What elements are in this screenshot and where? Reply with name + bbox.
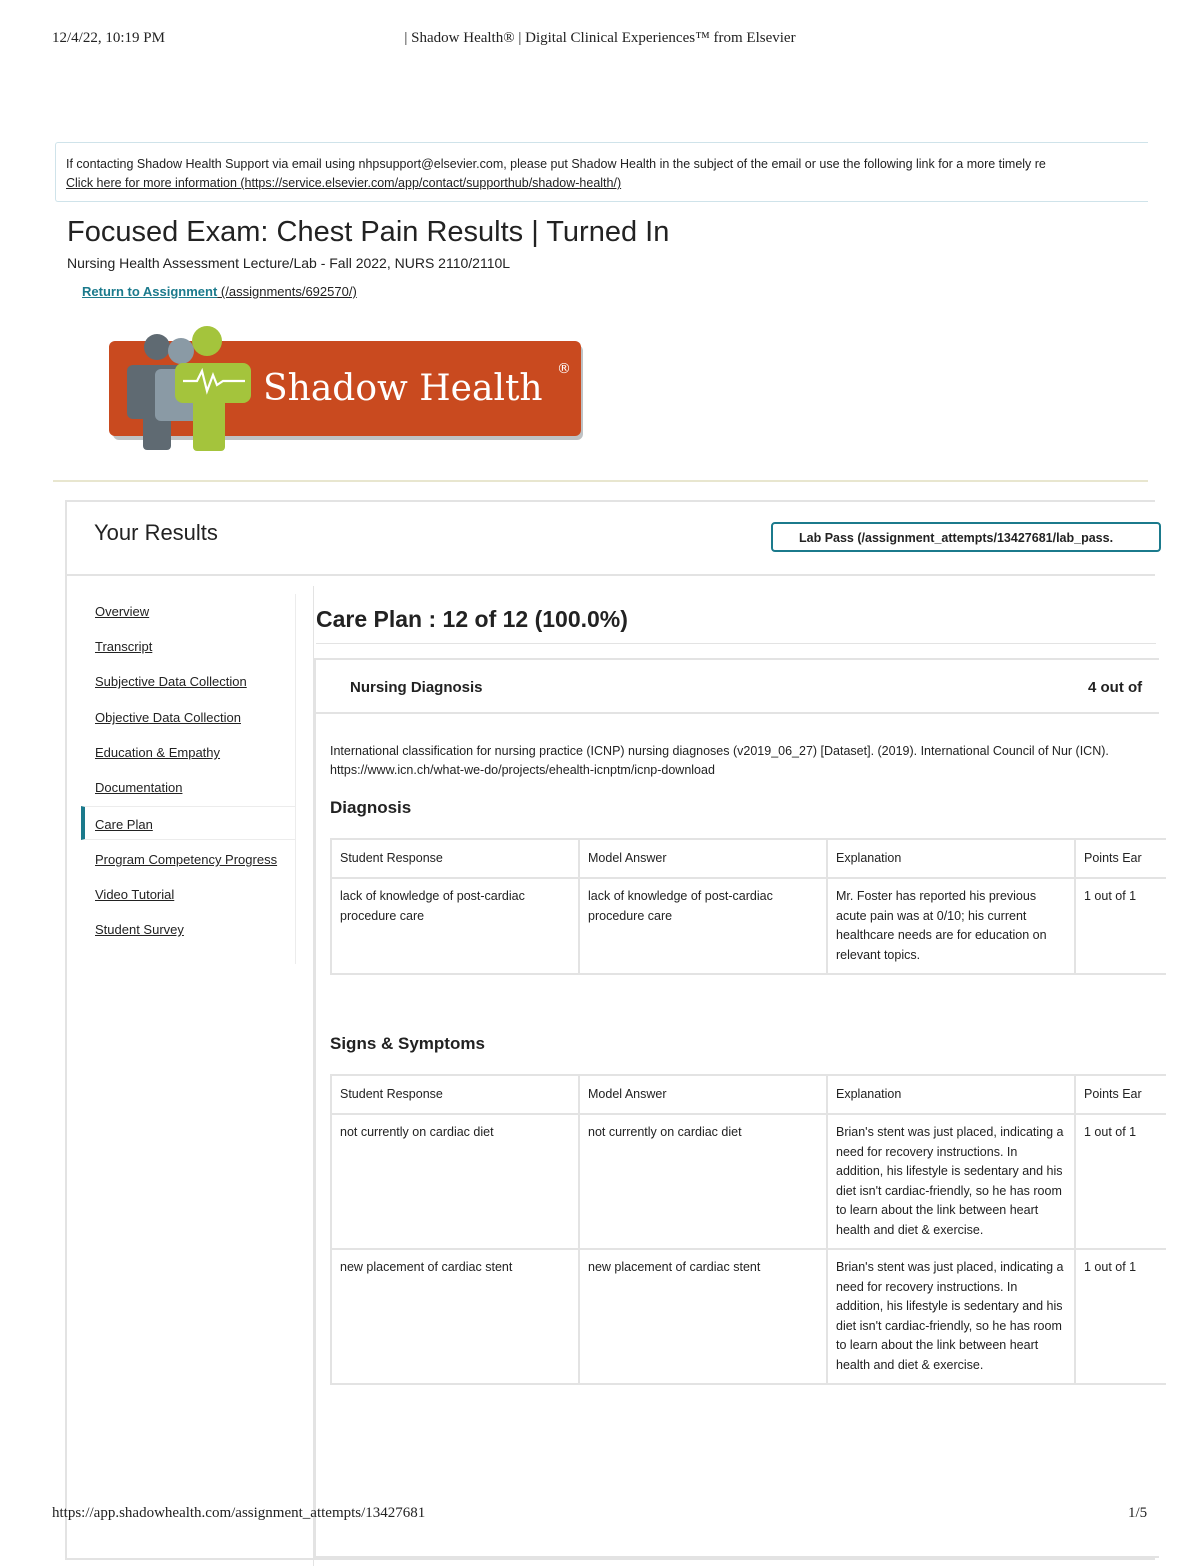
points-cell: 1 out of 1	[1075, 1249, 1166, 1384]
table-row	[331, 1114, 1166, 1249]
col-student-response: Student Response	[331, 1075, 579, 1114]
logo-registered-mark: ®	[557, 361, 571, 377]
col-student-response: Student Response	[331, 839, 579, 878]
care-plan-title: Care Plan : 12 of 12 (100.0%)	[316, 606, 628, 632]
diagnosis-table	[330, 838, 1166, 975]
col-points-earned: Points Ear	[1075, 839, 1166, 878]
side-nav	[67, 594, 296, 964]
lab-pass-button[interactable]: Lab Pass (/assignment_attempts/13427681/lab_pass.	[771, 522, 1161, 552]
return-link-label[interactable]: Return to Assignment	[82, 284, 218, 299]
results-panel	[65, 500, 1155, 1560]
return-link-path: (/assignments/692570/)	[217, 284, 357, 299]
print-url: https://app.shadowhealth.com/assignment_attempts/13427681	[52, 1505, 426, 1521]
section-rule	[316, 643, 1156, 644]
col-points-earned: Points Ear	[1075, 1075, 1166, 1114]
student-response-cell: not currently on cardiac diet	[331, 1114, 579, 1249]
signs-symptoms-table	[330, 1074, 1166, 1385]
nav-overview[interactable]: Overview	[95, 604, 150, 619]
explanation-cell: Mr. Foster has reported his previous acute pain was at 0/10; his current healthcare needs are for education on relevant topics.	[827, 878, 1075, 974]
explanation-cell: Brian's stent was just placed, indicating a need for recovery instructions. In addition, his lifestyle is sedentary and his diet isn't cardiac-friendly, so he has room to learn about the link between heart health and diet & exercise.	[827, 1114, 1075, 1249]
col-explanation: Explanation	[827, 839, 1075, 878]
nav-care-plan[interactable]: Care Plan	[81, 806, 295, 840]
support-banner	[55, 142, 1148, 202]
print-page-number: 1/5	[1128, 1505, 1148, 1521]
points-cell: 1 out of 1	[1075, 1114, 1166, 1249]
col-model-answer: Model Answer	[579, 1075, 827, 1114]
signs-symptoms-heading: Signs & Symptoms	[330, 1034, 485, 1053]
model-answer-cell: not currently on cardiac diet	[579, 1114, 827, 1249]
nav-transcript[interactable]: Transcript	[95, 639, 153, 654]
student-response-cell: new placement of cardiac stent	[331, 1249, 579, 1384]
col-explanation: Explanation	[827, 1075, 1075, 1114]
nursing-diagnosis-header	[316, 660, 1159, 714]
student-response-cell: lack of knowledge of post-cardiac procedure care	[331, 878, 579, 974]
explanation-cell: Brian's stent was just placed, indicating a need for recovery instructions. In addition, his lifestyle is sedentary and his diet isn't cardiac-friendly, so he has room to learn about the link between heart health and diet & exercise.	[827, 1249, 1075, 1384]
nursing-diagnosis-card	[314, 658, 1159, 1558]
shadow-health-logo	[105, 325, 585, 455]
nav-student-survey[interactable]: Student Survey	[95, 922, 184, 937]
nursing-diagnosis-title: Nursing Diagnosis	[350, 679, 483, 696]
nav-documentation[interactable]: Documentation	[95, 780, 183, 795]
header-divider	[53, 480, 1148, 482]
table-header-row	[331, 839, 1166, 878]
return-to-assignment-link[interactable]	[82, 284, 357, 299]
diagnosis-heading: Diagnosis	[330, 798, 412, 817]
model-answer-cell: new placement of cardiac stent	[579, 1249, 827, 1384]
support-info-link[interactable]: Click here for more information (https://service.elsevier.com/app/contact/supporthub/shadow-health/)	[66, 176, 622, 190]
print-date: 12/4/22, 10:19 PM	[52, 30, 165, 46]
nav-video-tutorial[interactable]: Video Tutorial	[95, 887, 175, 902]
results-title: Your Results	[94, 520, 218, 545]
table-row	[331, 1249, 1166, 1384]
nursing-diagnosis-score: 4 out of	[1088, 679, 1143, 696]
page-title: Focused Exam: Chest Pain Results | Turned In	[67, 216, 670, 248]
table-row	[331, 878, 1166, 974]
points-cell: 1 out of 1	[1075, 878, 1166, 974]
course-name: Nursing Health Assessment Lecture/Lab - Fall 2022, NURS 2110/2110L	[67, 255, 511, 271]
model-answer-cell: lack of knowledge of post-cardiac procedure care	[579, 878, 827, 974]
print-title: | Shadow Health® | Digital Clinical Experiences™ from Elsevier	[404, 30, 796, 46]
support-banner-text: If contacting Shadow Health Support via email using nhpsupport@elsevier.com, please put Shadow Health in the subject of the email or use the following link for a more timely re	[66, 157, 1046, 171]
citation-text: International classification for nursing practice (ICNP) nursing diagnoses (v2019_06_27) [Dataset]. (2019). International Council of Nur (ICN). https://www.icn.ch/what-we-do/projects/ehealth-icnptm/icnp-download	[330, 744, 1109, 777]
results-header	[67, 502, 1155, 576]
col-model-answer: Model Answer	[579, 839, 827, 878]
nav-education-empathy[interactable]: Education & Empathy	[95, 745, 221, 760]
nav-program-competency-progress[interactable]: Program Competency Progress	[95, 852, 278, 867]
nav-subjective-data-collection[interactable]: Subjective Data Collection	[95, 674, 247, 689]
logo-wordmark: Shadow Health	[263, 368, 543, 409]
table-header-row	[331, 1075, 1166, 1114]
nav-objective-data-collection[interactable]: Objective Data Collection	[95, 710, 241, 725]
